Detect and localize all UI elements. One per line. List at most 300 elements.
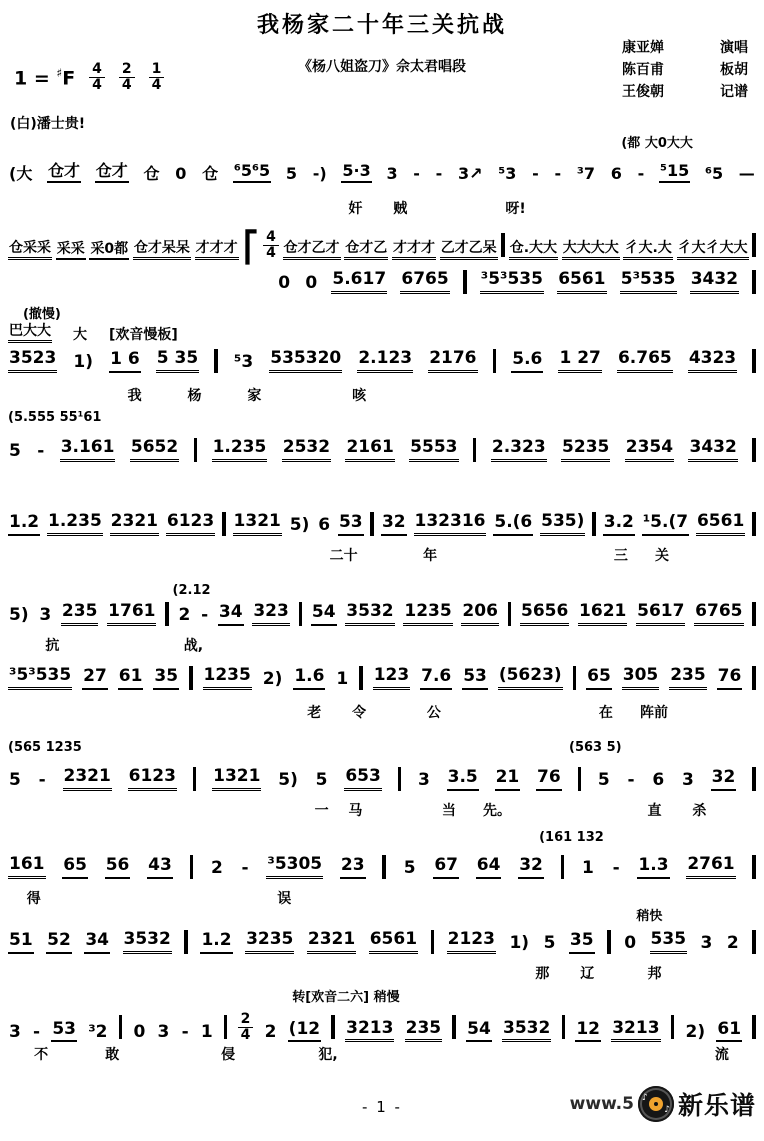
annotation: 转[欢音二六] 稍慢 <box>292 990 400 1005</box>
note-token: 21 <box>495 768 521 791</box>
note-token: ⁵3 <box>233 352 254 373</box>
note-token: - <box>532 164 539 183</box>
note-token: 305 <box>622 666 660 690</box>
note-token: 0 <box>175 164 187 183</box>
note-token: 6561 <box>696 512 745 536</box>
note-token: - <box>637 164 645 183</box>
watermark-brand: 新乐谱 <box>677 1091 756 1120</box>
lyric-syllable: 咳 <box>352 388 367 404</box>
lyric-syllable: 敢 <box>105 1047 120 1063</box>
barline <box>752 512 756 536</box>
note-token: 6123 <box>128 767 177 791</box>
note-token: 5 35 <box>156 349 199 373</box>
note-token: 5 <box>597 770 610 791</box>
note-token: 535320 <box>269 349 342 373</box>
note-token: 2176 <box>428 349 477 373</box>
notation-row <box>8 855 756 879</box>
note-token: 51 <box>8 931 34 954</box>
note-token: 3 <box>157 1021 170 1042</box>
barline <box>752 438 756 462</box>
note-token: 仓才乙 <box>344 240 388 260</box>
note-token: ⁶5 <box>704 164 724 183</box>
note-token: 27 <box>82 667 108 690</box>
note-token: 53 <box>462 667 488 690</box>
credit-singer: 康亚婵 演唱 <box>622 40 748 56</box>
note-token: 6 <box>318 515 331 536</box>
page-title: 我杨家二十年三关抗战 <box>256 13 507 38</box>
notation-row <box>8 512 756 536</box>
note-token: 3235 <box>245 930 294 954</box>
note-token: 仓.大大 <box>509 240 558 260</box>
note-token: 2) <box>262 669 283 690</box>
note-token: 54 <box>311 603 337 626</box>
note-token: 1.235 <box>212 438 268 462</box>
note-token: 3 <box>682 770 694 791</box>
note-token: 5 <box>9 770 21 791</box>
barline <box>752 270 756 294</box>
lyric-syllable: 先。 <box>482 803 511 819</box>
note-token: (12 <box>288 1020 321 1043</box>
note-token: 34 <box>84 931 110 954</box>
barline <box>382 855 386 879</box>
notation-row <box>277 270 756 294</box>
note-token: 5 <box>285 164 297 183</box>
lyric-syllable: 我 <box>127 388 142 404</box>
lyric-syllable: 辽 <box>580 966 595 982</box>
note-token: 2.123 <box>357 349 413 373</box>
note-token: 3523 <box>8 349 57 373</box>
note-token: 1 27 <box>558 349 601 373</box>
system-bracket: ⎡ <box>243 230 259 266</box>
note-token: - <box>33 1021 41 1042</box>
note-token: 巴大大 <box>8 323 52 343</box>
note-token: 4323 <box>688 349 737 373</box>
notation-row <box>8 1012 756 1042</box>
note-token: 1621 <box>578 602 627 626</box>
lyric-syllable: 阵前 <box>640 705 669 721</box>
note-token: ¹5.(7 <box>642 513 689 536</box>
note-token: 仓才 <box>47 162 81 183</box>
barline <box>607 930 611 954</box>
note-token: 0 <box>624 933 637 954</box>
note-token: 43 <box>147 856 173 879</box>
note-token: 6765 <box>694 602 743 626</box>
barline <box>752 666 756 690</box>
note-token: 53 <box>51 1020 77 1043</box>
note-token: 3532 <box>345 602 394 626</box>
note-token: 76 <box>717 667 743 690</box>
spoken-dialogue: (白)潘士贵! <box>10 116 86 132</box>
note-token: 3.161 <box>60 438 116 462</box>
note-token: 3 <box>9 1021 21 1042</box>
lyric-syllable: 在 <box>598 705 613 721</box>
lyric-syllable: 三 <box>613 548 628 564</box>
note-token: 235 <box>61 602 99 626</box>
barline <box>222 512 226 536</box>
note-token: 2321 <box>110 512 159 536</box>
note-token: 5553 <box>409 438 458 462</box>
page-subtitle: 《杨八姐盗刀》佘太君唱段 <box>298 59 466 75</box>
lyric-syllable: 战, <box>183 638 204 654</box>
meter-2-4: $\frac{2}{4}$ <box>119 62 135 92</box>
note-token: 5.617 <box>331 270 387 294</box>
annotation: (565 1235 <box>8 740 82 755</box>
note-token: 2123 <box>447 930 496 954</box>
note-token: 彳大彳大大 <box>677 240 749 260</box>
note-token: 35 <box>569 931 595 954</box>
note-token: 5652 <box>130 438 179 462</box>
barline <box>578 767 582 791</box>
note-token: 才才才 <box>392 240 436 260</box>
note-token: 2761 <box>686 855 735 879</box>
note-token: 5 <box>543 933 556 954</box>
barline <box>752 930 756 954</box>
barline <box>189 666 193 690</box>
note-token: 7.6 <box>420 667 452 690</box>
note-token: 65 <box>586 667 612 690</box>
note-token: 32 <box>711 768 737 791</box>
note-token: 6123 <box>166 512 215 536</box>
barline <box>752 602 756 626</box>
note-token: 653 <box>344 767 382 791</box>
notation-row <box>8 438 756 462</box>
note-token: 3.5 <box>447 768 479 791</box>
note-token: 仓 <box>143 164 160 183</box>
note-token: ³5³535 <box>8 666 72 690</box>
note-token: ⁶5⁶5 <box>233 162 271 183</box>
note-token: 仓采采 <box>8 240 52 260</box>
notation-row <box>8 323 322 343</box>
barline <box>299 602 303 626</box>
note-token: 323 <box>252 602 290 626</box>
note-token: 5·3 <box>341 162 371 183</box>
note-token: 5.(6 <box>493 513 533 536</box>
note-token: 1 <box>336 669 349 690</box>
notation-row <box>8 666 756 690</box>
note-token: 1.2 <box>200 931 232 954</box>
note-token: 2321 <box>63 767 112 791</box>
note-token: 6561 <box>557 270 606 294</box>
lyric-syllable: 当 <box>441 803 456 819</box>
barline <box>165 602 169 626</box>
note-token: 5³535 <box>620 270 677 294</box>
watermark <box>570 1086 756 1122</box>
barline <box>331 1015 335 1039</box>
lyric-syllable: 侵 <box>221 1047 236 1063</box>
note-token: 161 <box>8 855 46 879</box>
watermark-url: www.5 <box>569 1094 634 1114</box>
note-token: 132316 <box>414 512 487 536</box>
note-token: 5617 <box>636 602 685 626</box>
note-token: 54 <box>466 1020 492 1043</box>
note-token: - <box>201 605 209 626</box>
lyric-syllable: 令 <box>352 705 367 721</box>
barline <box>463 270 467 294</box>
note-token: 5) <box>9 605 29 626</box>
note-token: 仓才乙才 <box>283 240 341 260</box>
lyric-syllable: 家 <box>247 388 262 404</box>
page-number: - 1 - <box>362 1098 402 1116</box>
annotation: (5.555 55¹61 <box>8 410 102 425</box>
lyric-syllable: 老 <box>307 705 322 721</box>
barline <box>752 233 756 257</box>
note-token: 32 <box>518 856 544 879</box>
note-token: 5 <box>9 441 21 462</box>
note-token: -) <box>312 164 327 183</box>
inline-meter: $\frac{2}{4}$ <box>238 1012 254 1042</box>
note-token: 535 <box>650 930 688 954</box>
note-token: 0 <box>305 273 318 294</box>
note-token: 1.6 <box>293 667 325 690</box>
barline <box>370 512 374 536</box>
note-token: 6 <box>652 770 665 791</box>
note-token: 5) <box>289 515 310 536</box>
note-token: - <box>181 1021 189 1042</box>
note-token: (大 <box>9 164 33 183</box>
note-token: - <box>554 164 562 183</box>
barline <box>452 1015 456 1039</box>
note-token: 采0都 <box>89 241 129 260</box>
lyric-syllable: 得 <box>26 891 41 907</box>
note-token: 3432 <box>688 438 737 462</box>
note-token: 5) <box>278 770 298 791</box>
note-token: 1.235 <box>47 512 103 536</box>
lyric-syllable: 犯, <box>318 1047 338 1063</box>
key-signature: 1 = ♯F <box>14 65 76 89</box>
note-token: 34 <box>218 603 244 626</box>
lyric-syllable: 直 <box>647 803 662 819</box>
note-token: 1.2 <box>8 513 40 536</box>
barline <box>431 930 435 954</box>
note-token: ³5305 <box>266 855 323 879</box>
note-token: 1321 <box>233 512 282 536</box>
lyric-syllable: 不 <box>34 1047 49 1063</box>
note-token: 1761 <box>107 602 156 626</box>
barline <box>493 349 497 373</box>
note-token: 6765 <box>400 270 449 294</box>
note-token: 2 <box>178 605 191 626</box>
note-token: 采采 <box>56 241 86 260</box>
note-token: - <box>435 164 443 183</box>
note-token: 3 <box>39 605 52 626</box>
note-token: 6.765 <box>617 349 673 373</box>
note-token: 3.2 <box>603 513 635 536</box>
note-token: 76 <box>536 768 562 791</box>
note-token: ⁵15 <box>659 162 690 183</box>
note-token: 2 <box>264 1021 277 1042</box>
barline <box>592 512 596 536</box>
note-token: — <box>738 164 755 183</box>
barline <box>562 1015 566 1039</box>
note-token: 1.3 <box>637 856 669 879</box>
lyric-syllable: 抗 <box>45 638 60 654</box>
barline <box>119 1015 123 1039</box>
note-token: - <box>413 164 420 183</box>
note-token: - <box>37 441 45 462</box>
note-token: 3↗ <box>458 164 483 183</box>
barline <box>508 602 512 626</box>
note-token: 1 6 <box>109 350 141 373</box>
barline <box>398 767 402 791</box>
meter-4-4: $\frac{4}{4}$ <box>89 62 105 92</box>
note-token: 123 <box>373 666 411 690</box>
note-token: 3 <box>418 770 430 791</box>
annotation: 稍快 <box>636 909 663 924</box>
note-token: 5 <box>315 770 328 791</box>
notation-row <box>8 229 756 266</box>
note-token: 23 <box>340 856 366 879</box>
note-token: 65 <box>62 856 88 879</box>
barline <box>561 855 565 879</box>
note-token: 1 <box>581 858 594 879</box>
note-token: 52 <box>46 931 72 954</box>
note-token: 0 <box>133 1021 146 1042</box>
barline <box>752 767 756 791</box>
annotation: (161 132 <box>539 830 604 845</box>
note-token: 1235 <box>203 666 252 690</box>
note-token: 3532 <box>502 1019 551 1043</box>
note-token: 2321 <box>307 930 356 954</box>
lyric-syllable: 奸 <box>348 201 363 217</box>
annotation: (2.12 <box>172 583 211 598</box>
meter-1-4: $\frac{1}{4}$ <box>149 62 165 92</box>
barline <box>194 438 198 462</box>
lyric-syllable: 一 <box>314 803 329 819</box>
note-token: 2161 <box>345 438 394 462</box>
lyric-syllable: 年 <box>423 548 438 564</box>
lyric-syllable: 杨 <box>187 388 202 404</box>
barline <box>214 349 218 373</box>
barline <box>752 1015 756 1039</box>
note-token: 1 <box>200 1021 213 1042</box>
lyric-syllable: 二十 <box>329 548 358 564</box>
note-token: 12 <box>575 1020 601 1043</box>
barline <box>671 1015 675 1039</box>
credit-banhu: 陈百甫 板胡 <box>622 62 748 78</box>
lyric-syllable: 杀 <box>692 803 707 819</box>
barline <box>501 233 505 257</box>
note-token: 才才才 <box>195 240 239 260</box>
annotation: (撤慢) <box>22 307 61 322</box>
note-token: (5623) <box>498 666 563 690</box>
note-token: 206 <box>461 602 499 626</box>
credits-block <box>622 38 748 103</box>
barline <box>224 1015 228 1039</box>
lyric-syllable: 邦 <box>647 966 662 982</box>
note-token: 3213 <box>345 1019 394 1043</box>
lyric-syllable: 那 <box>535 966 550 982</box>
note-token: [欢音慢板] <box>109 327 178 343</box>
note-token: 5.6 <box>511 350 543 373</box>
note-token: 35 <box>153 667 179 690</box>
note-token: ³5³535 <box>480 270 544 294</box>
notation-row <box>8 767 756 791</box>
note-token: ³7 <box>576 164 595 183</box>
note-token: 5 <box>403 858 416 879</box>
key-signature-line <box>14 62 164 92</box>
notation-row <box>8 930 756 954</box>
note-token: 仓才呆呆 <box>133 240 191 260</box>
credit-transcriber: 王俊朝 记谱 <box>622 84 748 100</box>
barline <box>752 349 756 373</box>
note-token: 3 <box>386 164 398 183</box>
music-note-icon: ♪ <box>664 1105 670 1115</box>
note-token: 6561 <box>369 930 418 954</box>
note-token: 仓 <box>202 164 219 183</box>
note-token: 仓才 <box>95 162 129 183</box>
note-token: 61 <box>716 1020 742 1043</box>
lyric-syllable: 流 <box>714 1047 729 1063</box>
note-token: 大大大大 <box>562 240 620 260</box>
note-token: 2.323 <box>491 438 547 462</box>
note-token: 1) <box>73 352 94 373</box>
barline <box>573 666 577 690</box>
note-token: 61 <box>118 667 144 690</box>
lyric-syllable: 呀! <box>505 201 526 217</box>
music-note-icon: ♪ <box>641 1093 648 1103</box>
note-token: 6 <box>610 164 622 183</box>
lyric-syllable: 贼 <box>393 201 408 217</box>
note-token: 235 <box>405 1019 443 1043</box>
note-token: - <box>241 858 249 879</box>
note-token: 3432 <box>690 270 739 294</box>
lyric-syllable: 公 <box>426 705 441 721</box>
note-token: 0 <box>278 273 291 294</box>
note-token: 2354 <box>625 438 674 462</box>
note-token: 2) <box>685 1021 706 1042</box>
note-token: ⁵3 <box>498 164 517 183</box>
note-token: 64 <box>476 856 502 879</box>
notation-row <box>8 602 756 626</box>
note-token: 彳大.大 <box>623 240 672 260</box>
lyric-syllable: 马 <box>348 803 363 819</box>
note-token: 56 <box>105 856 131 879</box>
note-token: 2532 <box>282 438 331 462</box>
note-token: 2 <box>210 858 223 879</box>
barline <box>193 767 197 791</box>
lyric-syllable: 误 <box>277 891 292 907</box>
annotation: (563 5) <box>569 740 622 755</box>
barline <box>190 855 194 879</box>
note-token: 32 <box>381 513 407 536</box>
note-token: 1321 <box>212 767 261 791</box>
note-token: ³2 <box>88 1021 108 1042</box>
notation-row <box>8 162 756 183</box>
barline <box>473 438 477 462</box>
barline <box>184 930 188 954</box>
note-token: 1235 <box>403 602 452 626</box>
note-token: 5656 <box>520 602 569 626</box>
lyric-syllable: 关 <box>655 548 670 564</box>
note-token: - <box>612 858 620 879</box>
note-token: 535) <box>540 512 585 536</box>
note-token: 235 <box>669 666 707 690</box>
note-token: 53 <box>338 513 364 536</box>
annotation: (都 大0大大 <box>621 136 693 151</box>
vinyl-record-icon <box>638 1086 674 1122</box>
note-token: 5235 <box>561 438 610 462</box>
note-token: 乙才乙呆 <box>440 240 498 260</box>
barline <box>752 855 756 879</box>
note-token: - <box>38 770 46 791</box>
note-token: - <box>627 770 635 791</box>
barline <box>359 666 363 690</box>
note-token: 2 <box>726 933 739 954</box>
note-token: 大 <box>73 327 87 343</box>
note-token: 67 <box>433 856 459 879</box>
inline-meter: $\frac{4}{4}$ <box>263 230 279 260</box>
note-token: 3 <box>700 933 713 954</box>
